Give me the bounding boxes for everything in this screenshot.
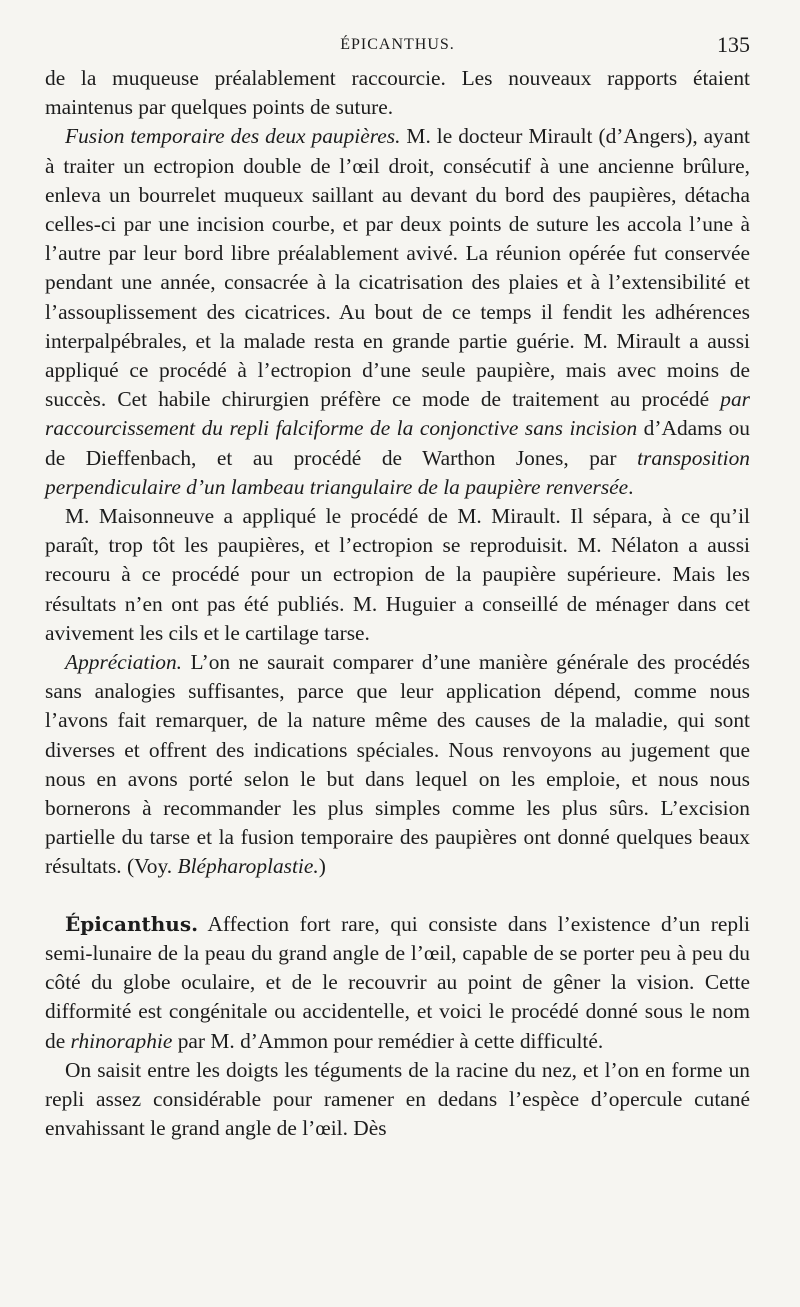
paragraph-text: Affection fort rare, qui consiste dans l’existence d’un repli semi-lunaire de la peau du grand angle de l’œil, capable de se porter peu à peu du côté du globe oculaire, et de le recouvrir au point de gêner la vision. Cette difformité est congénitale ou accidentelle, et voici le procédé donné sous le nom de bbox=[45, 911, 750, 1053]
italic-procedure-name: par raccourcissement du repli falciforme de la conjonctive sans incision bbox=[45, 387, 750, 441]
running-title: ÉPICANTHUS. bbox=[340, 36, 455, 53]
page-number: 135 bbox=[717, 32, 750, 57]
paragraph-temporary-fusion bbox=[45, 122, 750, 502]
paragraph-procedure bbox=[45, 1056, 750, 1144]
running-header bbox=[45, 30, 750, 64]
paragraph-text: par M. d’Ammon pour remédier à cette difficulté. bbox=[172, 1028, 604, 1053]
section-title-temporary-fusion: Fusion temporaire des deux paupières. bbox=[65, 124, 401, 149]
paragraph-text: d’Adams ou de Dieffenbach, et au procédé de Warthon Jones, par bbox=[45, 416, 750, 470]
page-text bbox=[45, 64, 750, 1143]
paragraph-text: On saisit entre les doigts les téguments de la racine du nez, et l’on en forme un repli assez considérable pour ramener en dedans l’espèce d’opercule cutané envahissant le grand angle de l’œil. Dès bbox=[45, 1057, 750, 1141]
paragraph-appreciation bbox=[45, 648, 750, 882]
paragraph-epicanthus bbox=[45, 910, 750, 1056]
entry-headword: Épicanthus. bbox=[65, 911, 199, 936]
italic-term: rhinoraphie bbox=[70, 1028, 173, 1053]
italic-cross-reference: Blépharoplastie. bbox=[177, 854, 319, 879]
paragraph-continuation bbox=[45, 64, 750, 122]
paragraph-text: de la muqueuse préalablement raccourcie. Les nouveaux rapports étaient maintenus par quelques points de suture. bbox=[45, 66, 750, 120]
section-title-appreciation: Appréciation. bbox=[65, 650, 183, 675]
paragraph-maisonneuve bbox=[45, 502, 750, 648]
paragraph-text: M. le docteur Mirault (d’Angers), ayant à traiter un ectropion double de l’œil droit, consécutif à une ancienne brûlure, enleva un bourrelet muqueux saillant au devant du bord des paupières, détacha celles-ci par une incision courbe, et par deux points de suture les accola l’une à l’autre par leur bord libre préalablement avivé. La réunion opérée fut conservée pendant une année, consacrée à la cicatrisation des plaies et à l’extensibilité et l’assouplissement des cicatrices. Au bout de ce temps il fendit les adhérences interpalpébrales, et la malade resta en grande partie guérie. M. Mirault a aussi appliqué ce procédé à l’ectropion d’une seule paupière, mais avec moins de succès. Cet habile chirurgien préfère ce mode de traitement au procédé bbox=[45, 124, 750, 412]
paragraph-text: L’on ne saurait comparer d’une manière générale des procédés sans analogies suffisantes, parce que leur application dépend, comme nous l’avons fait remarquer, de la nature même des causes de la maladie, qui sont diverses et offrent des indications spéciales. Nous renvoyons au jugement que nous en avons porté selon le but dans lequel on les emploie, et nous nous bornerons à recommander les plus simples comme les plus sûrs. L’excision partielle du tarse et la fusion temporaire des paupières ont donné quelques beaux résultats. (Voy. bbox=[45, 650, 750, 879]
paragraph-text: . bbox=[628, 474, 634, 499]
paragraph-text: M. Maisonneuve a appliqué le procédé de M. Mirault. Il sépara, à ce qu’il paraît, trop tôt les paupières, et l’ectropion se reproduisit. M. Nélaton a aussi recouru à ce procédé pour un ectropion de la paupière supérieure. Mais les résultats n’en ont pas été publiés. M. Huguier a conseillé de ménager dans cet avivement les cils et le cartilage tarse. bbox=[45, 504, 750, 645]
paragraph-text: ) bbox=[318, 854, 326, 879]
italic-procedure-name: transposition perpendiculaire d’un lambeau triangulaire de la paupière renversée bbox=[45, 445, 750, 499]
